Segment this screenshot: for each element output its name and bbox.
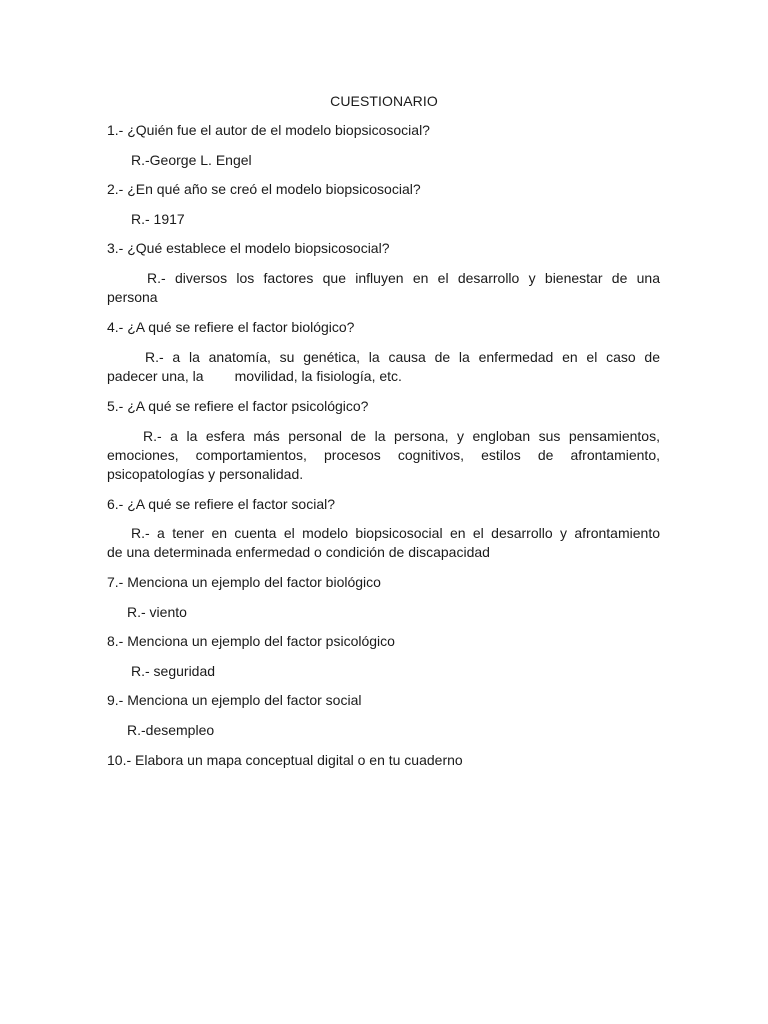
answer-3-line-2: persona [107, 289, 158, 305]
answer-5-line-1: R.- a la esfera más personal de la persona, y engloban sus pensamientos, [143, 428, 660, 444]
question-8: 8.- Menciona un ejemplo del factor psicológico [107, 633, 395, 649]
answer-4-line-1: R.- a la anatomía, su genética, la causa de la enfermedad en el caso de [145, 349, 660, 365]
question-9: 9.- Menciona un ejemplo del factor social [107, 692, 362, 708]
answer-4-line-2: padecer una, la movilidad, la fisiología, etc. [107, 368, 402, 384]
answer-8: R.- seguridad [131, 663, 216, 679]
page-title: CUESTIONARIO [330, 93, 438, 109]
answer-1: R.-George L. Engel [131, 152, 252, 168]
answer-5 [107, 427, 660, 484]
answer-9: R.-desempleo [127, 722, 215, 738]
question-4: 4.- ¿A qué se refiere el factor biológico? [107, 319, 355, 335]
answer-6 [107, 524, 660, 562]
question-1: 1.- ¿Quién fue el autor de el modelo biopsicosocial? [107, 122, 430, 138]
answer-3-line-1: R.- diversos los factores que influyen en el desarrollo y bienestar de una [147, 270, 660, 286]
question-5: 5.- ¿A qué se refiere el factor psicológico? [107, 398, 369, 414]
answer-4 [107, 348, 660, 386]
question-2: 2.- ¿En qué año se creó el modelo biopsicosocial? [107, 181, 421, 197]
answer-5-line-3: psicopatologías y personalidad. [107, 466, 304, 482]
question-7: 7.- Menciona un ejemplo del factor biológico [107, 574, 381, 590]
answer-5-line-2: emociones, comportamientos, procesos cognitivos, estilos de afrontamiento, [107, 447, 660, 463]
question-3: 3.- ¿Qué establece el modelo biopsicosocial? [107, 240, 390, 256]
answer-2: R.- 1917 [131, 211, 185, 227]
answer-6-line-1: R.- a tener en cuenta el modelo biopsicosocial en el desarrollo y afrontamiento [131, 525, 660, 541]
answer-6-line-2: de una determinada enfermedad o condición de discapacidad [107, 544, 490, 560]
answer-3 [107, 269, 660, 307]
question-6: 6.- ¿A qué se refiere el factor social? [107, 496, 335, 512]
question-10: 10.- Elabora un mapa conceptual digital o en tu cuaderno [107, 752, 463, 768]
answer-7: R.- viento [127, 604, 187, 620]
